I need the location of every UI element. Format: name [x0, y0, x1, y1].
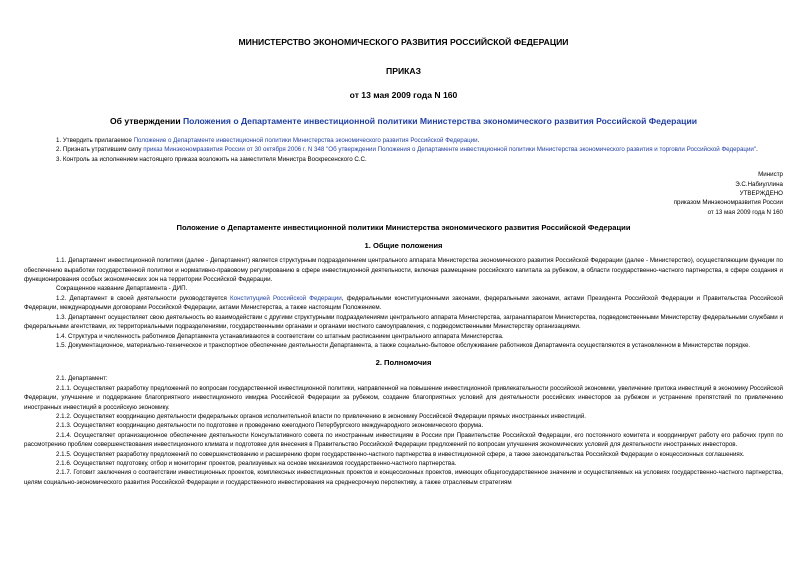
- constitution-link[interactable]: Конституцией Российской Федерации: [230, 294, 342, 302]
- section-1-title: 1. Общие положения: [364, 241, 443, 251]
- order-point-1-text: 1. Утвердить прилагаемое: [56, 137, 134, 144]
- approved-order-date: от 13 мая 2009 года N 160: [707, 208, 783, 216]
- repealed-order-link[interactable]: приказ Минэкономразвития России от 30 октября 2006 г. N 348 "Об утверждении Положения о Департаменте инвестиционной политики Министерства экономического развития и торговли Российской Федерации": [143, 146, 757, 154]
- regulation-title: Положение о Департаменте инвестиционной политики Министерства экономического развития Российской Федерации: [176, 223, 631, 233]
- order-point-3: 3. Контроль за исполнением настоящего приказа возложить на заместителя Министра Воскресенского С.С.: [56, 155, 367, 163]
- clause-1-1-short-name: Сокращенное название Департамента - ДИП.: [56, 285, 188, 293]
- clause-1-2: [24, 294, 783, 313]
- order-point-1: [24, 136, 783, 145]
- approved-label: УТВЕРЖДЕНО: [739, 190, 783, 198]
- section-2-title: 2. Полномочия: [375, 358, 432, 368]
- signer-name: Э.С.Набиуллина: [735, 180, 783, 188]
- signer-position: Министр: [758, 171, 783, 179]
- clause-2-1-2: 2.1.2. Осуществляет координацию деятельности федеральных органов исполнительной власти по привлечению в экономику Российской Федерации прямых иностранных инвестиций.: [56, 412, 587, 420]
- document-title-prefix: Об утверждении: [109, 116, 183, 126]
- order-heading: ПРИКАЗ: [386, 66, 421, 76]
- document-page: [24, 0, 783, 487]
- clause-1-2-rest: , федеральными конституционными законами, федеральными законами, актами Президента Российской Федерации и Правительства Российской Федерации, международными договорами Российской Федерации, актами Министерства, а также настоящим Положением.: [24, 294, 784, 312]
- clause-2-1: 2.1. Департамент:: [56, 375, 108, 383]
- clause-2-1-6: 2.1.6. Осуществляет подготовку, отбор и мониторинг проектов, реализуемых на основе механизмов государственно-частного партнерства.: [56, 459, 457, 467]
- order-date: от 13 мая 2009 года N 160: [349, 90, 458, 100]
- clause-1-3: 1.3. Департамент осуществляет свою деятельность во взаимодействии с другими структурными подразделениями центрального аппарата Министерства, загранаппаратом Министерства, подведомственными Министерству федеральными службами и федеральными агентствами, их территориальными подразделениями, государственными органами и органами местного самоуправления, с подведомственными Министерству организациями.: [24, 313, 783, 331]
- order-points: [24, 136, 783, 164]
- clause-2-1-3: 2.1.3. Осуществляет координацию деятельности по подготовке и проведению ежегодного Петербургского международного экономического форума.: [56, 422, 484, 430]
- order-point-2-text: 2. Признать утратившим силу: [56, 146, 144, 154]
- document-title: [24, 115, 783, 127]
- order-point-2-end: .: [756, 146, 758, 154]
- signature-block: [24, 170, 783, 217]
- clause-2-1-7: 2.1.7. Готовит заключения о соответствии инвестиционных проектов, комплексных инвестиционных проектов и концессионных проектов, имеющих общегосударственное значение и осуществляемых на условиях государственно-частного партнерства, целям социально-экономического развития Российской Федерации и государственного инвестирования на среднесрочную перспективу, а также отраслевым стратегиям: [24, 469, 783, 486]
- clause-1-2-text: 1.2. Департамент в своей деятельности руководствуется: [56, 294, 231, 302]
- approved-by-order: приказом Минэкономразвития России: [673, 199, 783, 207]
- order-point-1-end: .: [477, 137, 480, 144]
- clause-2-1-4: 2.1.4. Осуществляет организационное обеспечение деятельности Консультативного совета по иностранным инвестициям в России при Правительстве Российской Федерации, его постоянного комитета и координирует работу его рабочих групп по рассмотрению проблем совершенствования инвестиционного климата и подготовке для внесения в Правительство Российской Федерации предложений по вопросам улучшения экономических условий для деятельности иностранных инвесторов.: [24, 431, 783, 449]
- ministry-heading: МИНИСТЕРСТВО ЭКОНОМИЧЕСКОГО РАЗВИТИЯ РОССИЙСКОЙ ФЕДЕРАЦИИ: [238, 37, 569, 47]
- clause-2-1-5: 2.1.5. Осуществляет разработку предложений по совершенствованию и расширению форм государственно-частного партнерства в инвестиционной сфере, а также законодательства Российской Федерации о концессионных соглашениях.: [56, 450, 745, 458]
- clause-1-5: 1.5. Документационное, материально-техническое и транспортное обеспечение деятельности Департамента, а также социально-бытовое обслуживание работников Департамента осуществляются в установленном в Министерстве порядке.: [56, 341, 751, 349]
- clause-2-1-1: 2.1.1. Осуществляет разработку предложений по вопросам государственной инвестиционной политики, направленной на повышение инвестиционной привлекательности российской экономики, увеличение притока инвестиций в экономику Российской Федерации, улучшение и поддержание благоприятного инвестиционного имиджа Российской Федерации за рубежом, создание благоприятных условий для деятельности российских инвесторов за рубежом и устранение препятствий по привлечению иностранных инвестиций в российскую экономику.: [24, 384, 783, 411]
- order-point-2: [24, 145, 783, 154]
- regulation-link[interactable]: Положения о Департаменте инвестиционной политики Министерства экономического развития Российской Федерации: [182, 116, 698, 126]
- clause-1-1: 1.1. Департамент инвестиционной политики (далее - Департамент) является структурным подразделением центрального аппарата Министерства экономического развития Российской Федерации (далее - Министерство), осуществляющим функции по обеспечению выработки государственной политики и нормативно-правовому регулированию в сфере инвестиционной деятельности, включая размещение российского капитала за рубежом, в области государственно-частного партнерства, в сфере создания и функционирования особых экономических зон на территории Российской Федерации.: [24, 257, 783, 284]
- clause-1-4: 1.4. Структура и численность работников Департамента устанавливаются в соответствии со штатным расписанием центрального аппарата Министерства.: [56, 332, 504, 340]
- approved-regulation-link[interactable]: Положение о Департаменте инвестиционной политики Министерства экономического развития Российской Федерации: [133, 137, 478, 144]
